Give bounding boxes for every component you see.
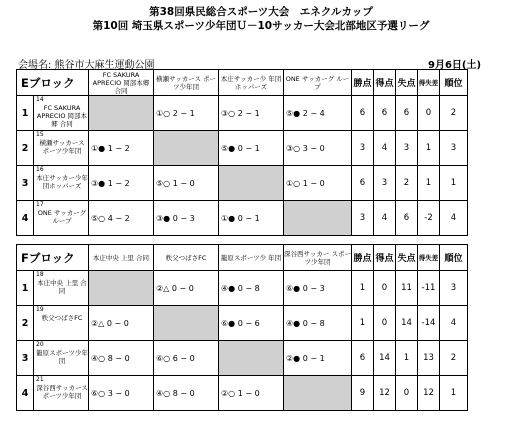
stat-value: 6: [396, 201, 418, 236]
match-result: ⑥● 0 − 6: [219, 306, 284, 341]
self-match-cell: [89, 271, 154, 306]
stat-value: 6: [352, 341, 374, 376]
match-result: ②● 0 − 1: [284, 341, 352, 376]
stat-header: 順位: [440, 245, 468, 271]
team-name: FC SAKURA APRECIO 岡部本郷 合同: [36, 104, 88, 128]
stat-header: 得失差: [418, 70, 440, 96]
table-row: [17, 166, 468, 201]
team-name: 深谷西サッカース ポーツ少年団: [36, 384, 88, 400]
stat-value: 0: [374, 306, 396, 341]
table-row: [17, 201, 468, 236]
team-column-header: 深谷西サッカー スポーツ少年団: [284, 245, 352, 271]
tournament-subtitle: 第10回 埼玉県スポーツ少年団Ｕ－10サッカー大会北部地区予選リーグ: [92, 20, 430, 32]
match-result: ①● 0 − 1: [219, 201, 284, 236]
stat-header: 得点: [374, 245, 396, 271]
venue-label: 会場名: 熊谷市大麻生運動公園: [18, 60, 155, 71]
stat-value: 14: [396, 306, 418, 341]
match-result: ①● 1 − 2: [89, 131, 154, 166]
self-match-cell: [219, 166, 284, 201]
match-result: ④● 0 − 8: [284, 306, 352, 341]
row-index: 2: [17, 306, 34, 341]
stat-value: 3: [374, 166, 396, 201]
stat-value: 4: [374, 131, 396, 166]
stat-value: -11: [418, 271, 440, 306]
stat-value: 4: [374, 201, 396, 236]
match-result: ①○ 2 − 1: [154, 96, 219, 131]
team-number: 16: [36, 166, 44, 173]
stat-value: 4: [440, 201, 468, 236]
header-row: [17, 70, 468, 96]
stat-value: -14: [418, 306, 440, 341]
team-number: 20: [36, 341, 44, 348]
team-column-header: 本庄サッカー少 年団ホッパーズ: [219, 70, 284, 96]
team-number: 14: [36, 96, 44, 103]
team-number: 21: [36, 376, 44, 383]
team-name: 本庄サッカー少年 団ホッパーズ: [36, 174, 88, 190]
stat-value: 3: [396, 131, 418, 166]
self-match-cell: [154, 306, 219, 341]
team-column-header: ONE サッカーグ ループ: [284, 70, 352, 96]
date-label: 9月6日(土): [428, 60, 482, 71]
match-result: ③● 1 − 2: [89, 166, 154, 201]
table-row: [17, 271, 468, 306]
stat-header: 得失差: [418, 245, 440, 271]
team-name: 籠原スポーツ少年 団: [36, 349, 88, 365]
stat-header: 失点: [396, 245, 418, 271]
stat-header: 失点: [396, 70, 418, 96]
match-result: ⑤● 0 − 1: [219, 131, 284, 166]
stat-value: 2: [396, 166, 418, 201]
match-result: ③○ 3 − 0: [284, 131, 352, 166]
row-index: 4: [17, 376, 34, 411]
stat-value: 1: [418, 166, 440, 201]
stat-value: 13: [418, 341, 440, 376]
stat-value: 6: [374, 96, 396, 131]
block-name: Fブロック: [17, 245, 89, 271]
row-index: 3: [17, 166, 34, 201]
match-result: ④○ 8 − 0: [154, 376, 219, 411]
league-table-f: [16, 244, 468, 411]
team-name-cell: [34, 166, 89, 201]
table-row: [17, 306, 468, 341]
team-column-header: FC SAKURA APRECIO 岡部本郷 合同: [89, 70, 154, 96]
team-name: ONE サッカーグ ループ: [37, 209, 87, 225]
match-result: ④○ 8 − 0: [89, 341, 154, 376]
self-match-cell: [219, 341, 284, 376]
team-name: 横瀬サッカース ポーツ少年団: [39, 139, 85, 155]
team-column-header: 籠原スポーツ少 年団: [219, 245, 284, 271]
match-result: ⑥○ 3 − 0: [89, 376, 154, 411]
stat-value: 1: [396, 341, 418, 376]
team-name-cell: [34, 131, 89, 166]
stat-value: 14: [374, 341, 396, 376]
stat-value: 4: [440, 306, 468, 341]
stat-header: 得点: [374, 70, 396, 96]
tournament-title: 第38回県民総合スポーツ大会 エネクルカップ: [149, 6, 373, 18]
team-name-cell: [34, 201, 89, 236]
match-result: ⑤○ 1 − 0: [154, 166, 219, 201]
stat-value: 0: [418, 96, 440, 131]
team-name: 秩父つばさFC: [41, 314, 83, 322]
self-match-cell: [89, 96, 154, 131]
stat-value: 9: [352, 376, 374, 411]
team-number: 19: [36, 306, 44, 313]
stat-value: 1: [352, 306, 374, 341]
stat-value: 6: [352, 166, 374, 201]
row-index: 4: [17, 201, 34, 236]
stat-value: 0: [396, 376, 418, 411]
self-match-cell: [154, 131, 219, 166]
stat-header: 勝点: [352, 70, 374, 96]
team-name-cell: [34, 271, 89, 306]
table-row: [17, 376, 468, 411]
stat-value: 6: [352, 96, 374, 131]
table-row: [17, 341, 468, 376]
team-number: 17: [36, 201, 44, 208]
match-result: ⑥○ 6 − 0: [154, 341, 219, 376]
row-index: 3: [17, 341, 34, 376]
league-table-e: [16, 69, 468, 236]
team-column-header: 秩父つばさFC: [154, 245, 219, 271]
row-index: 2: [17, 131, 34, 166]
stat-value: 1: [440, 376, 468, 411]
stat-header: 勝点: [352, 245, 374, 271]
stat-value: 2: [440, 341, 468, 376]
team-name: 本庄中央 上里 合同: [37, 279, 87, 295]
stat-value: 12: [418, 376, 440, 411]
stat-value: -2: [418, 201, 440, 236]
stat-value: 3: [440, 131, 468, 166]
table-row: [17, 131, 468, 166]
stat-value: 2: [440, 96, 468, 131]
team-name-cell: [34, 306, 89, 341]
stat-value: 3: [352, 201, 374, 236]
header-row: [17, 245, 468, 271]
row-index: 1: [17, 96, 34, 131]
team-number: 15: [36, 131, 44, 138]
table-row: [17, 96, 468, 131]
stat-value: 0: [374, 271, 396, 306]
stat-value: 6: [396, 96, 418, 131]
team-number: 18: [36, 271, 44, 278]
self-match-cell: [284, 376, 352, 411]
team-name-cell: [34, 341, 89, 376]
match-result: ③○ 2 − 1: [219, 96, 284, 131]
team-name-cell: [34, 96, 89, 131]
stat-value: 1: [418, 131, 440, 166]
team-name-cell: [34, 376, 89, 411]
stat-value: 1: [352, 271, 374, 306]
match-result: ⑤○ 4 − 2: [89, 201, 154, 236]
self-match-cell: [284, 201, 352, 236]
team-column-header: 本庄中央 上里 合同: [89, 245, 154, 271]
match-result: ①○ 1 − 0: [284, 166, 352, 201]
team-column-header: 横瀬サッカース ポーツ少年団: [154, 70, 219, 96]
row-index: 1: [17, 271, 34, 306]
stat-header: 順位: [440, 70, 468, 96]
match-result: ②△ 0 − 0: [154, 271, 219, 306]
match-result: ④● 0 − 8: [219, 271, 284, 306]
block-name: Eブロック: [17, 70, 89, 96]
stat-value: 1: [440, 166, 468, 201]
stat-value: 11: [396, 271, 418, 306]
stat-value: 12: [374, 376, 396, 411]
match-result: ⑥● 0 − 3: [284, 271, 352, 306]
stat-value: 3: [352, 131, 374, 166]
stat-value: 3: [440, 271, 468, 306]
match-result: ③● 0 − 3: [154, 201, 219, 236]
match-result: ②○ 1 − 0: [219, 376, 284, 411]
match-result: ⑤● 2 − 4: [284, 96, 352, 131]
match-result: ②△ 0 − 0: [89, 306, 154, 341]
